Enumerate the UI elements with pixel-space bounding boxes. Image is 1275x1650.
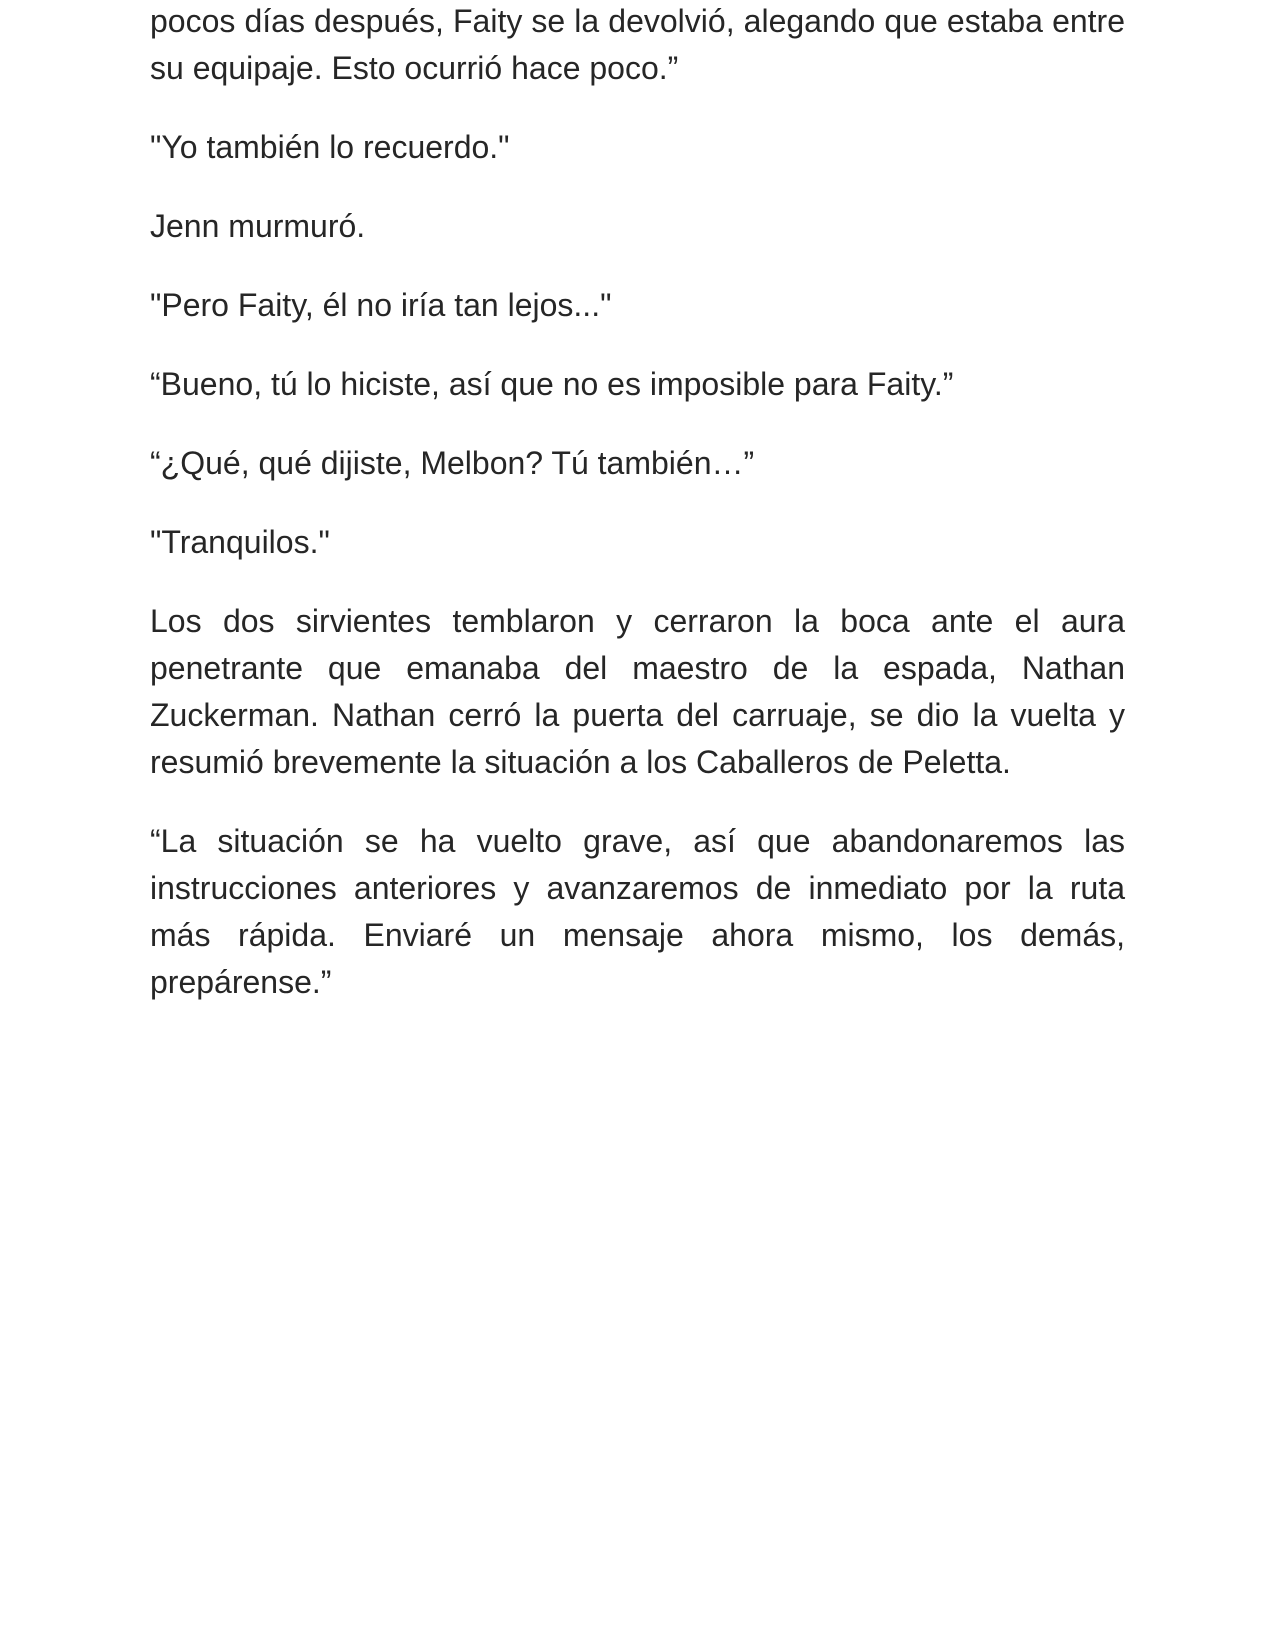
paragraph-5: “Bueno, tú lo hiciste, así que no es imposible para Faity.” [150, 366, 954, 402]
paragraph-8: Los dos sirvientes temblaron y cerraron la boca ante el aura penetrante que emanaba del maestro de la espada, Nathan Zuckerman. Nathan cerró la puerta del carruaje, se dio la vuelta y resumió brevemente la situación a los Caballeros de Peletta. [150, 603, 1125, 780]
paragraph-7: "Tranquilos." [150, 524, 330, 560]
paragraph-6: “¿Qué, qué dijiste, Melbon? Tú también…” [150, 445, 755, 481]
paragraph-1: pocos días después, Faity se la devolvió, alegando que estaba entre su equipaje. Esto ocurrió hace poco.” [150, 3, 1125, 86]
paragraph-2: "Yo también lo recuerdo." [150, 129, 510, 165]
paragraph-9: “La situación se ha vuelto grave, así que abandonaremos las instrucciones anteriores y avanzaremos de inmediato por la ruta más rápida. Enviaré un mensaje ahora mismo, los demás, prepárense.” [150, 823, 1125, 1000]
document-page [150, 0, 1125, 1038]
paragraph-4: "Pero Faity, él no iría tan lejos..." [150, 287, 612, 323]
paragraph-3: Jenn murmuró. [150, 208, 366, 244]
